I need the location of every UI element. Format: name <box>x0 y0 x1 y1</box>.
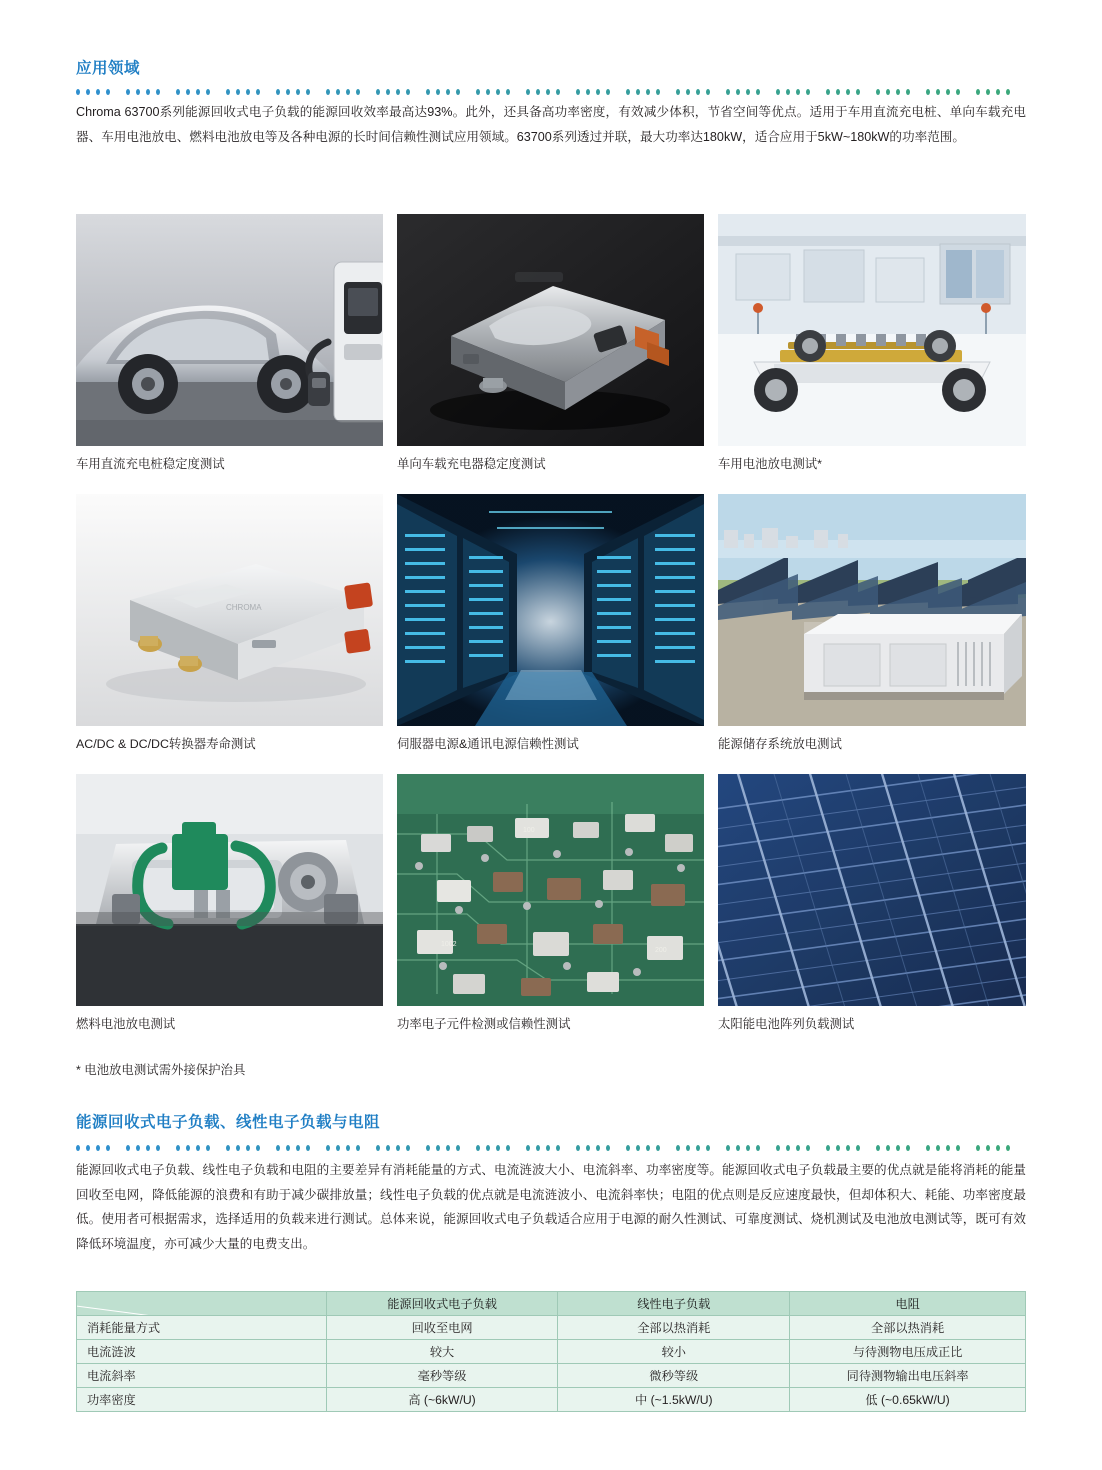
divider-dot <box>386 89 390 95</box>
divider-dot <box>786 1145 790 1151</box>
divider-dot <box>726 1145 730 1151</box>
image-energy-storage <box>718 494 1026 726</box>
divider-dot <box>446 89 450 95</box>
cell-ripple-regenerative: 较大 <box>326 1340 558 1364</box>
divider-dot <box>606 89 610 95</box>
divider-dot <box>76 89 80 95</box>
divider-dot <box>996 89 1000 95</box>
divider-dot <box>136 1145 140 1151</box>
divider-dot <box>896 1145 900 1151</box>
divider-dot <box>736 89 740 95</box>
divider-dot <box>326 89 330 95</box>
image-solar-array <box>718 774 1026 1006</box>
divider-dot <box>256 1145 260 1151</box>
divider-dot <box>426 89 430 95</box>
cell-ripple-linear: 较小 <box>558 1340 790 1364</box>
divider-dot <box>776 1145 780 1151</box>
caption-ev-dc-charger: 车用直流充电桩稳定度测试 <box>76 457 225 471</box>
cell-density-regenerative: 高 (~6kW/U) <box>326 1388 558 1412</box>
divider-dot <box>396 1145 400 1151</box>
divider-dot <box>686 89 690 95</box>
divider-dot <box>996 1145 1000 1151</box>
decorative-dot-divider-2 <box>76 1144 1026 1152</box>
divider-dot <box>746 1145 750 1151</box>
divider-dot <box>276 1145 280 1151</box>
divider-dot <box>756 1145 760 1151</box>
divider-dot <box>936 1145 940 1151</box>
divider-dot <box>106 89 110 95</box>
divider-dot <box>186 1145 190 1151</box>
image-ev-battery-pack <box>718 214 1026 446</box>
divider-dot <box>826 89 830 95</box>
row-label-current-slew: 电流斜率 <box>77 1364 327 1388</box>
divider-dot <box>746 89 750 95</box>
cell-slew-linear: 微秒等级 <box>558 1364 790 1388</box>
divider-dot <box>676 1145 680 1151</box>
divider-dot <box>986 89 990 95</box>
row-label-power-density: 功率密度 <box>77 1388 327 1412</box>
cell-ripple-resistor: 与待测物电压成正比 <box>790 1340 1026 1364</box>
divider-dot <box>196 1145 200 1151</box>
caption-datacenter: 伺服器电源&通讯电源信赖性测试 <box>397 737 579 751</box>
divider-dot <box>856 89 860 95</box>
divider-dot <box>626 1145 630 1151</box>
divider-dot <box>376 89 380 95</box>
divider-dot <box>606 1145 610 1151</box>
divider-dot <box>576 1145 580 1151</box>
cell-density-linear: 中 (~1.5kW/U) <box>558 1388 790 1412</box>
cell-energy-method-regenerative: 回收至电网 <box>326 1316 558 1340</box>
divider-dot <box>926 1145 930 1151</box>
divider-dot <box>176 1145 180 1151</box>
section-title-applications: 应用领域 <box>76 60 141 77</box>
divider-dot <box>306 1145 310 1151</box>
divider-dot <box>776 89 780 95</box>
divider-dot <box>446 1145 450 1151</box>
table-header-row <box>77 1292 1026 1316</box>
divider-dot <box>476 1145 480 1151</box>
divider-dot <box>876 89 880 95</box>
divider-dot <box>306 89 310 95</box>
divider-dot <box>296 89 300 95</box>
divider-dot <box>86 1145 90 1151</box>
table-header-regenerative: 能源回收式电子负载 <box>326 1292 558 1316</box>
divider-dot <box>96 89 100 95</box>
divider-dot <box>346 1145 350 1151</box>
divider-dot <box>206 1145 210 1151</box>
decorative-dot-divider-1 <box>76 88 1026 96</box>
divider-dot <box>406 89 410 95</box>
divider-dot <box>636 89 640 95</box>
divider-dot <box>246 1145 250 1151</box>
applications-intro-paragraph: Chroma 63700系列能源回收式电子负载的能源回收效率最高达93%。此外，还具备高功率密度，有效减少体积，节省空间等优点。适用于车用直流充电桩、单向车载充电器、车用电池放电、燃料电池放电等及各种电源的长时间信赖性测试应用领域。63700系列透过并联，最大功率达180kW，适合应用于5kW~180kW的功率范围。 <box>76 105 1026 144</box>
caption-onboard-charger: 单向车载充电器稳定度测试 <box>397 457 546 471</box>
divider-dot <box>736 1145 740 1151</box>
footnote-battery-test: * 电池放电测试需外接保护治具 <box>76 1063 246 1077</box>
divider-dot <box>1006 1145 1010 1151</box>
divider-dot <box>976 1145 980 1151</box>
caption-ev-battery-pack: 车用电池放电测试* <box>718 457 822 471</box>
divider-dot <box>796 1145 800 1151</box>
divider-dot <box>426 1145 430 1151</box>
divider-dot <box>476 89 480 95</box>
cell-energy-method-linear: 全部以热消耗 <box>558 1316 790 1340</box>
divider-dot <box>126 89 130 95</box>
divider-dot <box>226 89 230 95</box>
divider-dot <box>146 1145 150 1151</box>
divider-dot <box>706 89 710 95</box>
divider-dot <box>1006 89 1010 95</box>
divider-dot <box>356 89 360 95</box>
divider-dot <box>706 1145 710 1151</box>
divider-dot <box>436 89 440 95</box>
divider-dot <box>296 1145 300 1151</box>
table-row <box>77 1388 1026 1412</box>
divider-dot <box>396 89 400 95</box>
divider-dot <box>336 89 340 95</box>
divider-dot <box>976 89 980 95</box>
divider-dot <box>196 89 200 95</box>
divider-dot <box>256 89 260 95</box>
divider-dot <box>286 89 290 95</box>
divider-dot <box>726 89 730 95</box>
divider-dot <box>886 1145 890 1151</box>
divider-dot <box>826 1145 830 1151</box>
divider-dot <box>586 89 590 95</box>
divider-dot <box>596 89 600 95</box>
svg-text:100: 100 <box>523 827 535 834</box>
cell-slew-regenerative: 毫秒等级 <box>326 1364 558 1388</box>
divider-dot <box>556 89 560 95</box>
table-row <box>77 1364 1026 1388</box>
divider-dot <box>946 1145 950 1151</box>
caption-energy-storage: 能源储存系统放电测试 <box>718 737 842 751</box>
table-corner-cell <box>77 1292 327 1316</box>
divider-dot <box>96 1145 100 1151</box>
divider-dot <box>546 1145 550 1151</box>
divider-dot <box>276 89 280 95</box>
divider-dot <box>486 89 490 95</box>
image-fuel-cell-engine <box>76 774 383 1006</box>
divider-dot <box>696 1145 700 1151</box>
table-row <box>77 1316 1026 1340</box>
image-datacenter-aisle <box>397 494 704 726</box>
divider-dot <box>946 89 950 95</box>
divider-dot <box>856 1145 860 1151</box>
divider-dot <box>906 89 910 95</box>
divider-dot <box>486 1145 490 1151</box>
caption-solar-array: 太阳能电池阵列负载测试 <box>718 1017 855 1031</box>
table-header-linear: 线性电子负载 <box>558 1292 790 1316</box>
section-title-load-comparison: 能源回收式电子负载、线性电子负载与电阻 <box>76 1114 381 1131</box>
divider-dot <box>676 89 680 95</box>
divider-dot <box>696 89 700 95</box>
divider-dot <box>506 89 510 95</box>
divider-dot <box>156 89 160 95</box>
divider-dot <box>456 1145 460 1151</box>
divider-dot <box>526 89 530 95</box>
divider-dot <box>186 89 190 95</box>
divider-dot <box>576 89 580 95</box>
divider-dot <box>936 89 940 95</box>
image-dcdc-converter <box>76 494 383 726</box>
divider-dot <box>906 1145 910 1151</box>
svg-text:200: 200 <box>655 947 667 954</box>
divider-dot <box>236 1145 240 1151</box>
image-onboard-charger <box>397 214 704 446</box>
divider-dot <box>756 89 760 95</box>
divider-dot <box>286 1145 290 1151</box>
divider-dot <box>656 1145 660 1151</box>
divider-dot <box>146 89 150 95</box>
divider-dot <box>536 1145 540 1151</box>
cell-density-resistor: 低 (~0.65kW/U) <box>790 1388 1026 1412</box>
table-header-resistor: 电阻 <box>790 1292 1026 1316</box>
image-ev-dc-charger <box>76 214 383 446</box>
cell-slew-resistor: 同待测物输出电压斜率 <box>790 1364 1026 1388</box>
divider-dot <box>836 89 840 95</box>
divider-dot <box>496 89 500 95</box>
divider-dot <box>86 89 90 95</box>
divider-dot <box>956 89 960 95</box>
divider-dot <box>796 89 800 95</box>
caption-dcdc-converter: AC/DC & DC/DC转换器寿命测试 <box>76 737 256 751</box>
divider-dot <box>596 1145 600 1151</box>
table-row <box>77 1340 1026 1364</box>
divider-dot <box>646 1145 650 1151</box>
divider-dot <box>836 1145 840 1151</box>
divider-dot <box>206 89 210 95</box>
divider-dot <box>226 1145 230 1151</box>
divider-dot <box>126 1145 130 1151</box>
svg-text:1002: 1002 <box>441 941 457 948</box>
caption-pcb: 功率电子元件检测或信赖性测试 <box>397 1017 571 1031</box>
divider-dot <box>926 89 930 95</box>
row-label-current-ripple: 电流涟波 <box>77 1340 327 1364</box>
divider-dot <box>136 89 140 95</box>
svg-text:CHROMA: CHROMA <box>226 603 262 612</box>
caption-fuel-cell: 燃料电池放电测试 <box>76 1017 176 1031</box>
divider-dot <box>436 1145 440 1151</box>
divider-dot <box>106 1145 110 1151</box>
divider-dot <box>496 1145 500 1151</box>
divider-dot <box>896 89 900 95</box>
divider-dot <box>156 1145 160 1151</box>
divider-dot <box>76 1145 80 1151</box>
divider-dot <box>986 1145 990 1151</box>
divider-dot <box>636 1145 640 1151</box>
divider-dot <box>656 89 660 95</box>
divider-dot <box>786 89 790 95</box>
row-label-energy-method: 消耗能量方式 <box>77 1316 327 1340</box>
divider-dot <box>646 89 650 95</box>
divider-dot <box>526 1145 530 1151</box>
divider-dot <box>806 89 810 95</box>
divider-dot <box>386 1145 390 1151</box>
divider-dot <box>876 1145 880 1151</box>
divider-dot <box>346 89 350 95</box>
divider-dot <box>456 89 460 95</box>
divider-dot <box>806 1145 810 1151</box>
divider-dot <box>846 1145 850 1151</box>
load-comparison-paragraph: 能源回收式电子负载、线性电子负载和电阻的主要差异有消耗能量的方式、电流涟波大小、电流斜率、功率密度等。能源回收式电子负载最主要的优点就是能将消耗的能量回收至电网，降低能源的浪费和有助于减少碳排放量；线性电子负载的优点就是电流涟波小、电流斜率快；电阻的优点则是反应速度最快，但却体积大、耗能、功率密度最低。使用者可根据需求，选择适用的负载来进行测试。总体来说，能源回收式电子负载适合应用于电源的耐久性测试、可靠度测试、烧机测试及电池放电测试等，既可有效降低环境温度，亦可减少大量的电费支出。 <box>76 1163 1026 1251</box>
cell-energy-method-resistor: 全部以热消耗 <box>790 1316 1026 1340</box>
divider-dot <box>376 1145 380 1151</box>
divider-dot <box>626 89 630 95</box>
divider-dot <box>236 89 240 95</box>
divider-dot <box>886 89 890 95</box>
divider-dot <box>356 1145 360 1151</box>
divider-dot <box>686 1145 690 1151</box>
divider-dot <box>326 1145 330 1151</box>
divider-dot <box>546 89 550 95</box>
image-pcb-components <box>397 774 704 1006</box>
divider-dot <box>336 1145 340 1151</box>
divider-dot <box>956 1145 960 1151</box>
divider-dot <box>846 89 850 95</box>
comparison-table <box>76 1291 1026 1412</box>
divider-dot <box>506 1145 510 1151</box>
divider-dot <box>176 89 180 95</box>
divider-dot <box>536 89 540 95</box>
divider-dot <box>556 1145 560 1151</box>
divider-dot <box>246 89 250 95</box>
divider-dot <box>406 1145 410 1151</box>
divider-dot <box>586 1145 590 1151</box>
